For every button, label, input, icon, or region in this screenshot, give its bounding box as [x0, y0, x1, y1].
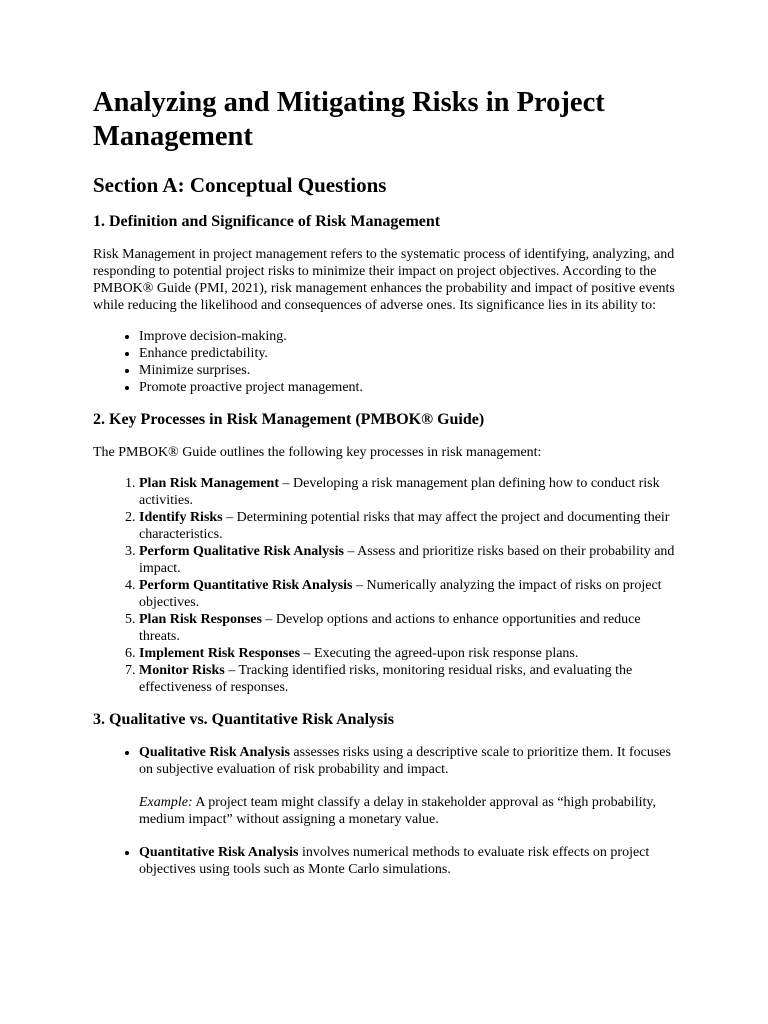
qualitative-term: Qualitative Risk Analysis: [139, 745, 290, 760]
q1-paragraph: Risk Management in project management refers to the systematic process of identifying, analyzing, and responding to potential project risks to minimize their impact on project objectives. According to the PMBOK® Guide (PMI, 2021), risk management enhances the probability and impact of positive events while reducing the likelihood and consequences of adverse ones. Its significance lies in its ability to:: [93, 247, 675, 313]
process-term: Plan Risk Responses: [139, 612, 262, 627]
process-item: [139, 509, 678, 543]
q3-heading: 3. Qualitative vs. Quantitative Risk Analysis: [93, 711, 394, 728]
process-desc: – Executing the agreed-upon risk response plans.: [300, 646, 579, 661]
process-item: [139, 611, 678, 645]
process-term: Monitor Risks: [139, 663, 225, 678]
process-item: [139, 645, 678, 662]
section-a-heading: Section A: Conceptual Questions: [93, 173, 387, 197]
process-item: [139, 543, 678, 577]
qualitative-desc: assesses risks using a descriptive scale to prioritize them. It focuses on subjective evaluation of risk probability and impact.: [139, 745, 671, 777]
process-desc: – Numerically analyzing the impact of risks on project objectives.: [139, 578, 662, 610]
significance-item: • Promote proactive project management.: [139, 379, 678, 396]
process-desc: – Tracking identified risks, monitoring residual risks, and evaluating the effectiveness of responses.: [139, 663, 633, 695]
document-title: Analyzing and Mitigating Risks in Project Management: [93, 87, 605, 152]
quantitative-term: Quantitative Risk Analysis: [139, 845, 299, 860]
process-term: Perform Qualitative Risk Analysis: [139, 544, 344, 559]
process-term: Identify Risks: [139, 510, 223, 525]
quantitative-item: [139, 844, 678, 878]
quantitative-desc: involves numerical methods to evaluate risk effects on project objectives using tools such as Monte Carlo simulations.: [139, 845, 650, 877]
process-desc: – Determining potential risks that may affect the project and documenting their characteristics.: [139, 510, 670, 542]
process-list: [93, 475, 678, 696]
process-desc: – Developing a risk management plan defining how to conduct risk activities.: [139, 476, 660, 508]
analysis-list: [93, 744, 678, 878]
example-text: A project team might classify a delay in stakeholder approval as “high probability, medium impact” without assigning a monetary value.: [139, 795, 656, 827]
significance-item: • Minimize surprises.: [139, 362, 678, 379]
process-term: Plan Risk Management: [139, 476, 279, 491]
q2-heading: 2. Key Processes in Risk Management (PMBOK® Guide): [93, 411, 485, 428]
qualitative-example: [139, 794, 678, 828]
example-label: Example:: [139, 795, 193, 810]
process-term: Implement Risk Responses: [139, 646, 301, 661]
significance-item: • Improve decision-making.: [139, 328, 678, 345]
process-desc: – Develop options and actions to enhance opportunities and reduce threats.: [139, 612, 641, 644]
process-item: [139, 577, 678, 611]
significance-list: [93, 328, 678, 396]
process-term: Perform Quantitative Risk Analysis: [139, 578, 353, 593]
q1-heading: 1. Definition and Significance of Risk Management: [93, 213, 441, 230]
q2-intro: The PMBOK® Guide outlines the following key processes in risk management:: [93, 445, 542, 460]
significance-item: • Enhance predictability.: [139, 345, 678, 362]
process-desc: – Assess and prioritize risks based on their probability and impact.: [139, 544, 675, 576]
document-page: [93, 86, 678, 892]
process-item: [139, 662, 678, 696]
qualitative-item: [139, 744, 678, 828]
process-item: [139, 475, 678, 509]
